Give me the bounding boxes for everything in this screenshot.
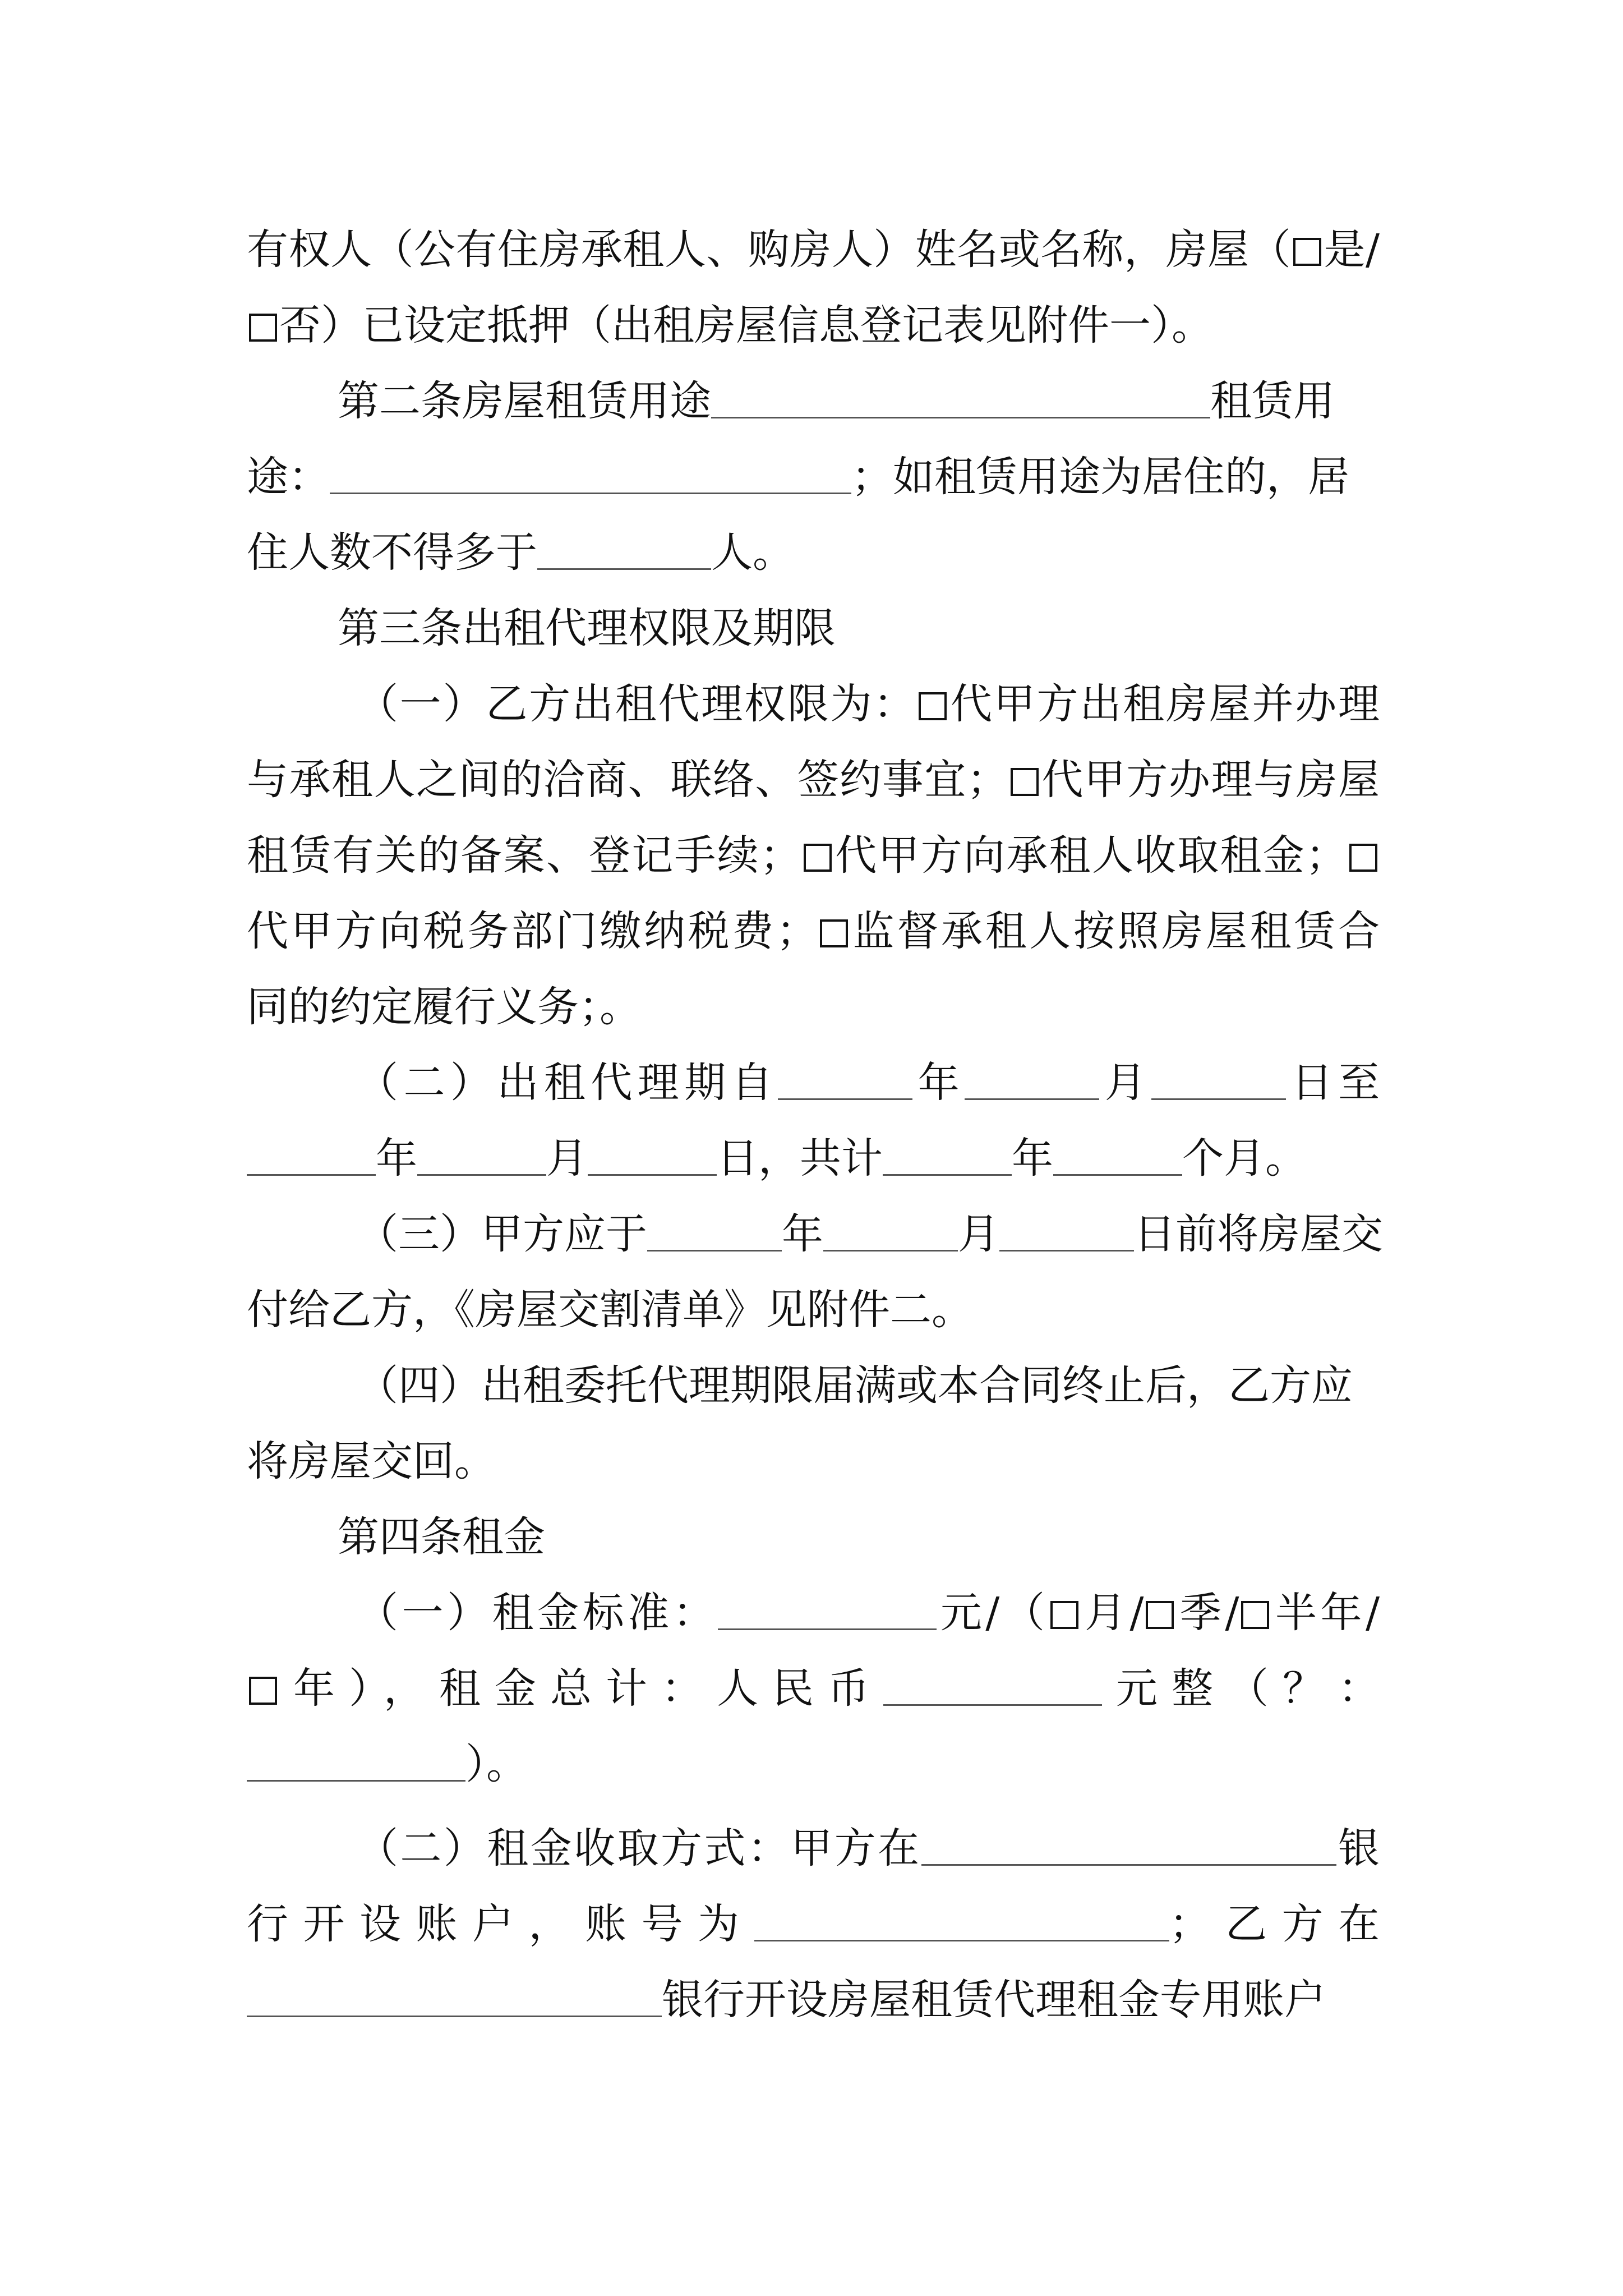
checkbox-supervise-tenant[interactable] xyxy=(820,919,848,947)
article-3-heading: 第三条出租代理权限及期限 xyxy=(338,604,836,652)
rental-use-blank[interactable] xyxy=(330,458,851,494)
max-occupants-blank[interactable] xyxy=(537,533,711,570)
total-months-blank[interactable] xyxy=(1053,1139,1182,1176)
end-day-blank[interactable] xyxy=(588,1139,717,1176)
checkbox-pay-tax[interactable] xyxy=(1349,844,1377,872)
start-day-blank[interactable] xyxy=(1151,1064,1286,1100)
checkbox-lease-negotiation[interactable] xyxy=(919,692,947,720)
checkbox-quarterly[interactable] xyxy=(1146,1601,1174,1629)
article-2-heading: 第二条房屋租赁用途 租赁用 xyxy=(338,377,1335,425)
handover-year-blank[interactable] xyxy=(647,1215,782,1251)
total-years-blank[interactable] xyxy=(883,1139,1012,1176)
rental-purpose-blank[interactable] xyxy=(711,382,1210,418)
text-line-4: 途： ；如租赁用途为居住的，居 xyxy=(247,453,1349,501)
agency-period-line-2: 年 月 日，共计 年 个月。 xyxy=(247,1130,1380,1186)
checkbox-collect-rent[interactable] xyxy=(804,844,832,872)
rent-collection-line-2: 行开设账户，账号为 ；乙方在 xyxy=(247,1900,1380,1948)
authority-line-3: 租赁有关的备案、登记手续； 代甲方向承租人收取租金； xyxy=(247,827,1380,884)
rent-standard-line-1: （一）租金标准： 元/（ 月/ 季/ 半年/ xyxy=(357,1589,1380,1637)
handover-line-2: 付给乙方，《房屋交割清单》见附件二。 xyxy=(247,1286,973,1334)
rent-amount-blank[interactable] xyxy=(718,1594,937,1630)
owner-account-blank[interactable] xyxy=(754,1905,1169,1941)
owner-bank-blank[interactable] xyxy=(921,1829,1336,1866)
checkbox-mortgage-yes[interactable] xyxy=(1293,238,1321,266)
agent-bank-blank[interactable] xyxy=(247,1981,662,2017)
return-line-1: （四）出租委托代理期限届满或本合同终止后，乙方应 xyxy=(357,1361,1353,1410)
end-year-blank[interactable] xyxy=(247,1139,376,1176)
agency-period-line-1: （二）出租代理期自 年 月 日至 xyxy=(357,1059,1380,1107)
rent-standard-line-2: 年），租金总计：人民币 元整（？： xyxy=(247,1660,1380,1717)
authority-line-1: （一）乙方出租代理权限为： 代甲方出租房屋并办理 xyxy=(357,680,1380,728)
article-4-heading: 第四条租金 xyxy=(338,1513,545,1561)
text-line-5: 住人数不得多于 人。 xyxy=(247,528,794,577)
text-line-2: 否）已设定抵押（出租房屋信息登记表见附件一）。 xyxy=(247,297,1380,353)
handover-day-blank[interactable] xyxy=(999,1215,1134,1251)
checkbox-yearly[interactable] xyxy=(249,1677,277,1705)
return-line-2: 将房屋交回。 xyxy=(247,1437,496,1485)
text-line-1: 有权人（公有住房承租人、购房人）姓名或名称，房屋（ 是/ xyxy=(247,226,1380,274)
rent-standard-line-3: ）。 xyxy=(247,1736,1380,1792)
checkbox-half-year[interactable] xyxy=(1241,1601,1269,1629)
checkbox-monthly[interactable] xyxy=(1050,1601,1078,1629)
authority-line-2: 与承租人之间的洽商、联络、签约事宜； 代甲方办理与房屋 xyxy=(247,756,1380,804)
handover-month-blank[interactable] xyxy=(823,1215,958,1251)
start-year-blank[interactable] xyxy=(778,1064,912,1100)
rent-collection-line-1: （二）租金收取方式：甲方在 银 xyxy=(357,1824,1380,1872)
checkbox-mortgage-no[interactable] xyxy=(249,314,277,342)
checkbox-registration[interactable] xyxy=(1011,768,1039,796)
start-month-blank[interactable] xyxy=(965,1064,1099,1100)
rent-total-figure-blank[interactable] xyxy=(247,1745,465,1782)
authority-line-4: 代甲方向税务部门缴纳税费； 监督承租人按照房屋租赁合 xyxy=(247,907,1380,955)
end-month-blank[interactable] xyxy=(417,1139,546,1176)
rent-total-blank[interactable] xyxy=(883,1669,1102,1706)
rent-collection-line-3: 银行开设房屋租赁代理租金专用账户 xyxy=(247,1972,1380,2028)
authority-line-5: 同的约定履行义务；。 xyxy=(247,983,641,1031)
handover-line-1: （三）甲方应于 年 月 日前将房屋交 xyxy=(357,1210,1383,1258)
